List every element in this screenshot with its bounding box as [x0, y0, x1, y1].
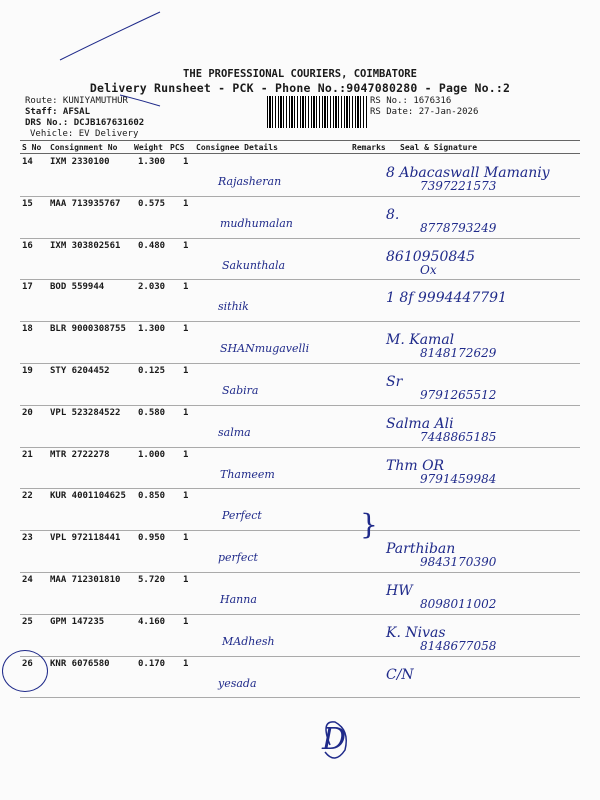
row-weight: 1.000 — [138, 449, 166, 460]
row-pcs: 1 — [183, 324, 189, 335]
row-divider — [20, 405, 580, 406]
row-weight: 4.160 — [138, 616, 166, 627]
vehicle-info: Vehicle: EV Delivery — [30, 129, 139, 139]
row-pcs: 1 — [183, 366, 189, 376]
row-weight: 0.125 — [138, 366, 166, 376]
row-signature-phone: 8148677058 — [420, 638, 497, 653]
row-sno: 23 — [22, 533, 33, 544]
row-pcs: 1 — [183, 282, 189, 293]
row-divider — [20, 363, 580, 364]
row-divider — [20, 238, 580, 239]
row-consignee-name: Sakunthala — [222, 258, 286, 272]
bottom-pen-mark: D — [322, 722, 347, 757]
row-signature: Parthiban — [386, 541, 456, 558]
row-consignee-name: sithik — [218, 300, 249, 314]
drs-info: DRS No.: DCJB167631602 — [25, 118, 145, 128]
row-weight: 0.580 — [138, 407, 166, 418]
row-consignee-name: SHANmugavelli — [220, 342, 310, 356]
route-info: Route: KUNIYAMUTHUR — [25, 96, 128, 106]
row-signature: K. Nivas — [386, 624, 446, 641]
col-pcs: PCS — [170, 143, 185, 152]
row-weight: 1.300 — [138, 324, 166, 335]
row-signature-phone: 8148172629 — [420, 346, 497, 361]
row-sno: 25 — [22, 616, 33, 627]
row-pcs: 1 — [183, 533, 189, 544]
row-weight: 0.575 — [138, 198, 166, 209]
row-divider — [20, 488, 580, 489]
row-divider — [20, 196, 580, 197]
row-divider — [20, 614, 580, 615]
row-signature-phone: 8778793249 — [420, 220, 497, 235]
row-pcs: 1 — [183, 616, 189, 627]
row-signature: 1 8f 9994447791 — [386, 290, 507, 307]
row-consignee-name: Rajasheran — [218, 175, 282, 188]
row-signature-phone: 9791459984 — [420, 471, 497, 486]
barcode — [267, 96, 367, 128]
row-divider — [20, 572, 580, 573]
row-consignment: BOD 559944 — [50, 282, 105, 293]
row-consignee-name: Perfect — [222, 509, 262, 523]
row-consignee-name: Sabira — [222, 384, 259, 397]
row-consignment: IXM 2330100 — [50, 157, 110, 167]
row-pcs: 1 — [183, 240, 189, 251]
row-sno: 24 — [22, 575, 33, 585]
row-signature-phone: Ox — [420, 262, 437, 277]
row-signature-phone: 7397221573 — [420, 179, 497, 193]
row-consignment: MTR 2722278 — [50, 449, 110, 460]
row-signature-phone: 9791265512 — [420, 388, 497, 402]
row-consignee-name: perfect — [218, 551, 258, 565]
row-signature: M. Kamal — [386, 332, 455, 349]
row-signature: 8. — [386, 206, 400, 223]
row-signature: Thm OR — [386, 457, 445, 474]
row-weight: 0.950 — [138, 533, 166, 544]
row-weight: 2.030 — [138, 282, 166, 293]
remarks-bracket: } — [360, 508, 378, 541]
row-signature: HW — [386, 583, 413, 599]
row-sno: 21 — [22, 449, 33, 460]
row-divider — [20, 279, 580, 280]
col-weight: Weight — [134, 143, 163, 152]
row-signature: Sr — [386, 374, 403, 390]
row-consignment: MAA 712301810 — [50, 575, 121, 585]
row-divider — [20, 321, 580, 322]
row-consignee-name: mudhumalan — [220, 216, 293, 230]
col-remarks: Remarks — [352, 143, 386, 152]
row-sno: 22 — [22, 491, 33, 502]
row-pcs: 1 — [183, 198, 189, 209]
row-divider — [20, 697, 580, 698]
row-sno: 15 — [22, 198, 33, 209]
row-pcs: 1 — [183, 407, 189, 418]
rs-number: RS No.: 1676316 — [370, 96, 452, 106]
row-sno: 14 — [22, 157, 33, 167]
row-pcs: 1 — [183, 658, 189, 669]
row-divider — [20, 530, 580, 531]
row-signature: Salma Ali — [386, 415, 454, 432]
row-consignment: KNR 6076580 — [50, 658, 110, 669]
row-divider — [20, 656, 580, 657]
row-pcs: 1 — [183, 491, 189, 502]
row-consignment: STY 6204452 — [50, 366, 110, 376]
row-consignment: VPL 523284522 — [50, 407, 121, 418]
row-consignment: VPL 972118441 — [50, 533, 121, 544]
row-sno: 20 — [22, 407, 33, 418]
row-consignment: GPM 147235 — [50, 616, 105, 627]
row-consignee-name: yesada — [218, 676, 257, 690]
row-signature: C/N — [386, 666, 414, 683]
row-divider — [20, 447, 580, 448]
row-signature: 8 Abacaswall Mamaniy — [386, 165, 550, 181]
row-sno: 16 — [22, 240, 33, 251]
row-sno: 26 — [22, 658, 33, 669]
row-consignment: BLR 9000308755 — [50, 324, 126, 335]
col-consignee: Consignee Details — [196, 143, 278, 152]
row-consignment: MAA 713935767 — [50, 198, 121, 209]
row-consignment: IXM 303802561 — [50, 240, 121, 251]
row-weight: 0.850 — [138, 491, 166, 502]
row-consignee-name: Thameem — [220, 467, 275, 481]
row-weight: 5.720 — [138, 575, 166, 585]
row-weight: 0.170 — [138, 658, 166, 669]
row-signature-phone: 8098011002 — [420, 597, 497, 611]
row-consignee-name: Hanna — [220, 593, 257, 606]
row-signature-phone: 9843170390 — [420, 555, 497, 570]
row-consignment: KUR 4001104625 — [50, 491, 126, 502]
row-consignee-name: MAdhesh — [222, 634, 275, 648]
row-weight: 0.480 — [138, 240, 166, 251]
row-pcs: 1 — [183, 575, 189, 585]
row-signature: 8610950845 — [386, 248, 476, 265]
staff-info: Staff: AFSAL — [25, 107, 91, 117]
rs-date: RS Date: 27-Jan-2026 — [370, 107, 479, 117]
col-sno: S No — [22, 143, 42, 152]
row-26-circle — [2, 650, 48, 692]
row-sno: 18 — [22, 324, 33, 335]
row-consignee-name: salma — [218, 425, 251, 439]
company-title: THE PROFESSIONAL COURIERS, COIMBATORE — [183, 68, 417, 80]
row-sno: 19 — [22, 366, 33, 376]
row-signature-phone: 7448865185 — [420, 429, 497, 444]
row-weight: 1.300 — [138, 157, 166, 167]
runsheet-title: Delivery Runsheet - PCK - Phone No.:9047080280 - Page No.:2 — [89, 81, 511, 95]
col-seal: Seal & Signature — [400, 143, 478, 152]
col-consignment: Consignment No — [50, 143, 118, 152]
row-sno: 17 — [22, 282, 33, 293]
row-pcs: 1 — [183, 449, 189, 460]
row-pcs: 1 — [183, 157, 189, 167]
